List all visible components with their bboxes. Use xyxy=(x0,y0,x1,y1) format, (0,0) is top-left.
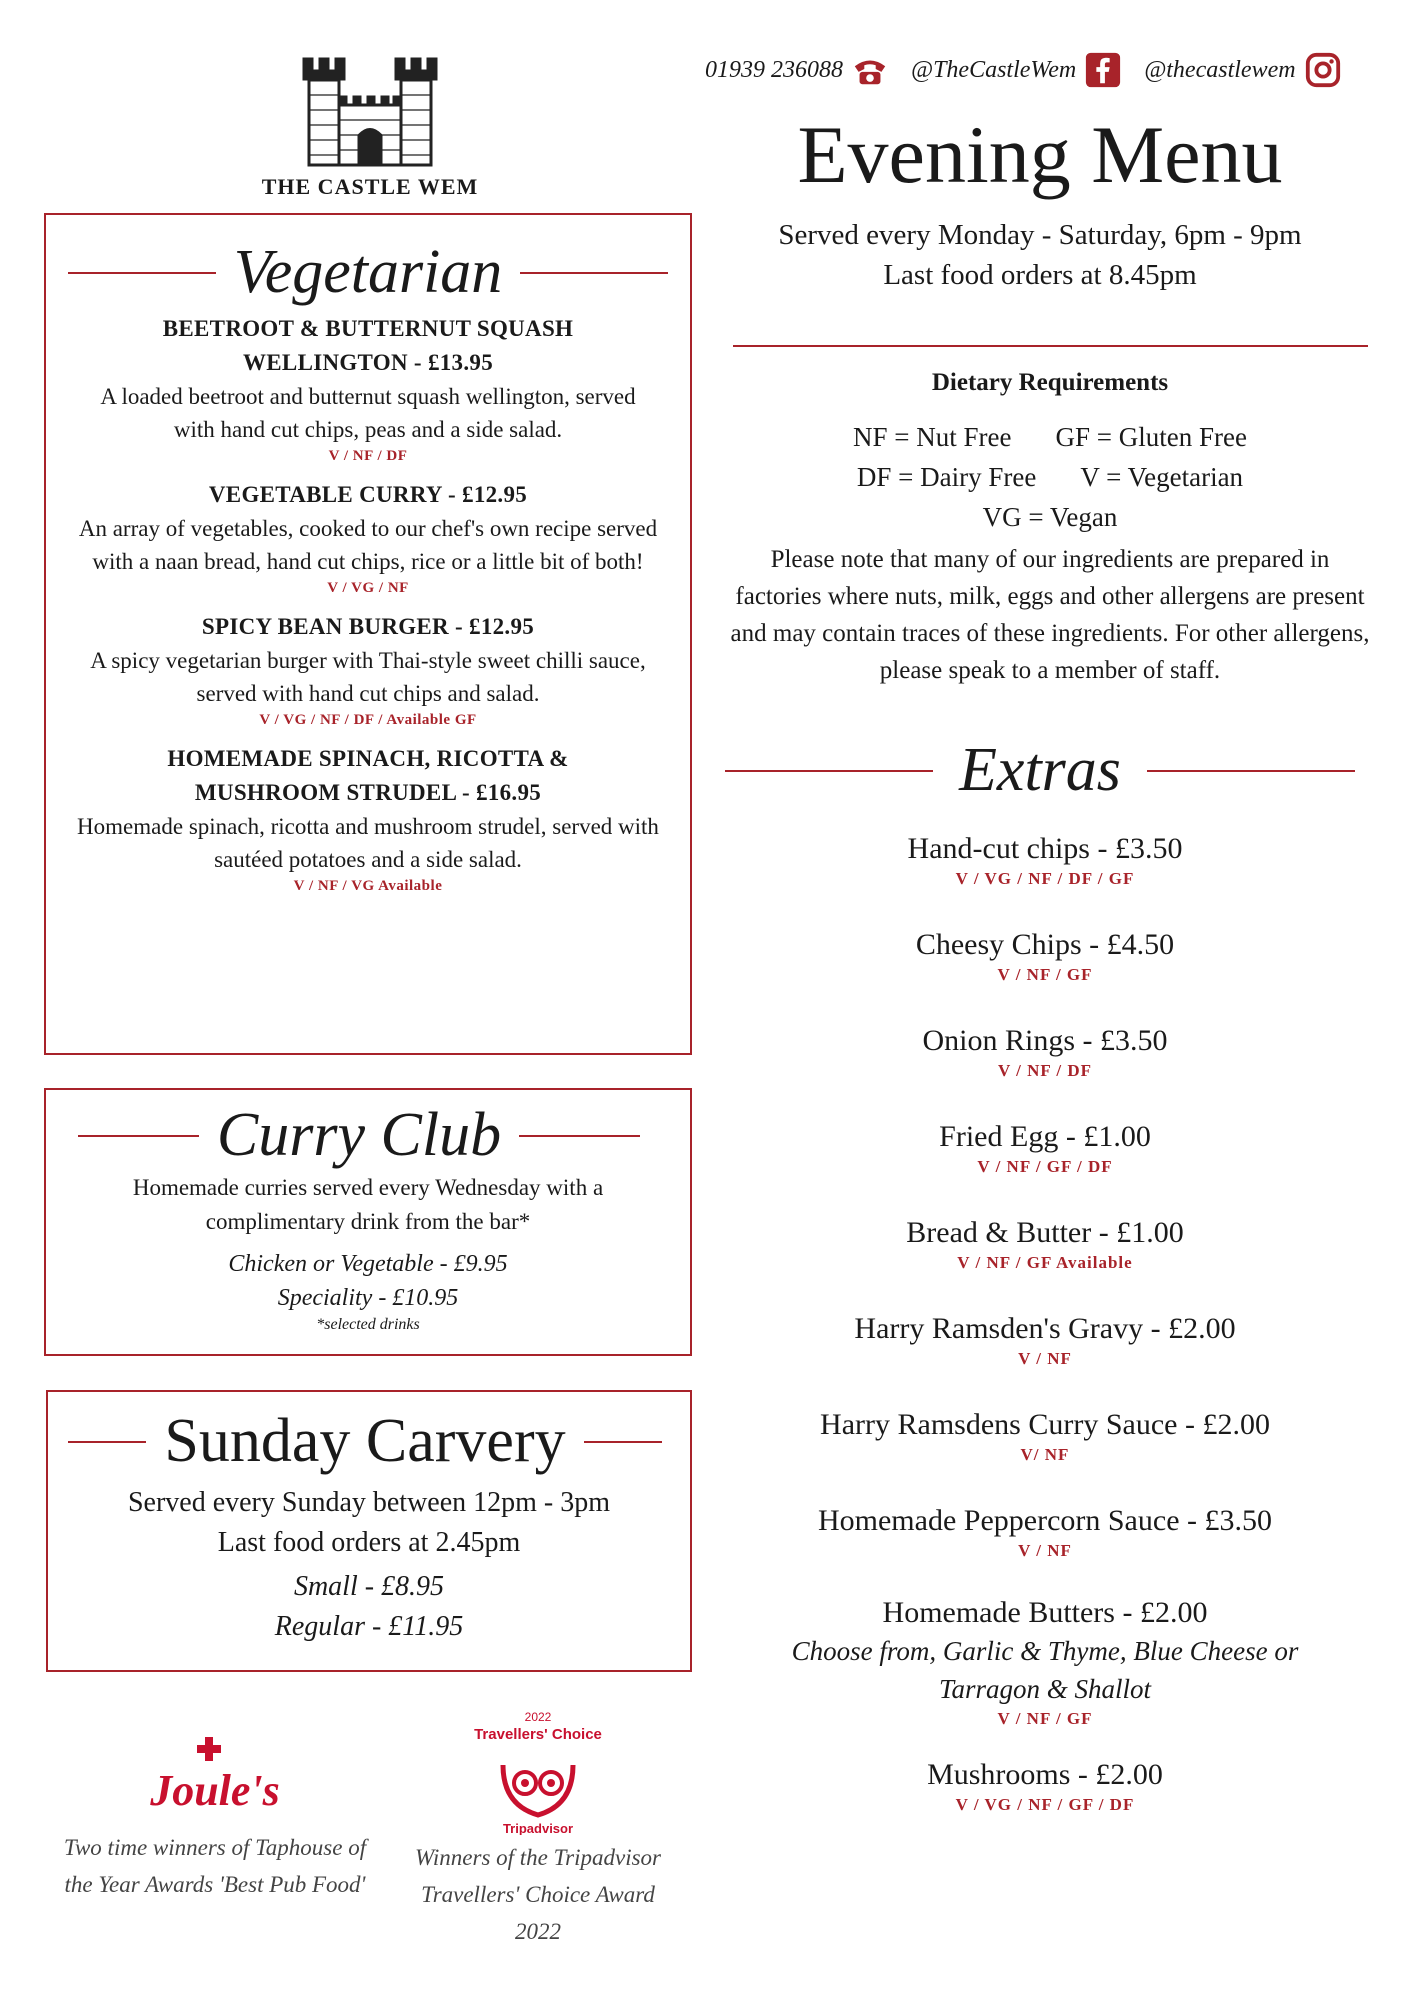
instagram-icon xyxy=(1304,51,1342,89)
extra-name: Cheesy Chips - £4.50 xyxy=(915,928,1175,961)
joules-logo-text: Joule's xyxy=(150,1766,280,1815)
contact-bar xyxy=(705,48,1385,92)
carvery-hours: Served every Sunday between 12pm - 3pm xyxy=(127,1487,611,1518)
dish-item xyxy=(64,610,672,730)
curry-club-price: Chicken or Vegetable - £9.95 xyxy=(228,1251,508,1277)
extra-description: Choose from, Garlic & Thyme, Blue Cheese or Tarragon & Shallot xyxy=(791,1636,1299,1704)
dietary-tags: V / NF / GF xyxy=(997,965,1093,984)
extra-name: Homemade Peppercorn Sauce - £3.50 xyxy=(817,1504,1272,1537)
dish-name: HOMEMADE SPINACH, RICOTTA & MUSHROOM STRUDEL - £16.95 xyxy=(167,746,569,805)
joules-caption: Two time winners of Taphouse of the Year Awards 'Best Pub Food' xyxy=(63,1835,367,1897)
code-nf: NF = Nut Free xyxy=(853,422,1012,452)
dietary-tags: V / NF / GF / DF xyxy=(977,1157,1113,1176)
extra-item xyxy=(730,926,1360,1022)
extras-header xyxy=(725,735,1355,806)
dietary-tags: V / NF xyxy=(1018,1349,1072,1368)
curry-club-section xyxy=(44,1088,692,1356)
service-hours xyxy=(730,215,1350,295)
title-rule xyxy=(1147,770,1355,772)
dietary-tags: V / VG / NF / GF / DF xyxy=(955,1795,1135,1814)
dish-description: An array of vegetables, cooked to our chef's own recipe served with a naan bread, hand cut chips, rice or a little bit of both! xyxy=(78,516,658,574)
dietary-codes xyxy=(730,497,1370,537)
tripadvisor-badge xyxy=(473,1705,603,1835)
phone-icon xyxy=(851,51,889,89)
dietary-tags: V / VG / NF / DF / Available GF xyxy=(259,712,477,728)
dietary-section xyxy=(730,365,1370,689)
dish-description: Homemade spinach, ricotta and mushroom strudel, served with sautéed potatoes and a side salad. xyxy=(77,814,659,872)
dietary-tags: V / NF / GF xyxy=(997,1709,1093,1728)
dish-item xyxy=(64,742,672,896)
dish-description: A loaded beetroot and butternut squash wellington, served with hand cut chips, peas and a side salad. xyxy=(100,384,636,442)
extra-name: Fried Egg - £1.00 xyxy=(939,1120,1151,1153)
extra-name: Homemade Butters - £2.00 xyxy=(882,1596,1208,1629)
dietary-tags: V / VG / NF xyxy=(327,580,409,596)
title-rule xyxy=(584,1441,662,1443)
carvery-last-orders: Last food orders at 2.45pm xyxy=(217,1527,521,1558)
tripadvisor-badge-text: Travellers' Choice xyxy=(474,1726,602,1743)
dish-name: BEETROOT & BUTTERNUT SQUASH WELLINGTON - £13.95 xyxy=(162,316,574,375)
phone-number: 01939 236088 xyxy=(705,56,843,83)
curry-club-title: Curry Club xyxy=(216,1101,502,1169)
extra-name: Bread & Butter - £1.00 xyxy=(906,1216,1184,1249)
extra-name: Hand-cut chips - £3.50 xyxy=(907,832,1183,865)
tripadvisor-caption: Winners of the Tripadvisor Travellers' Choice Award 2022 xyxy=(415,1845,661,1944)
dietary-tags: V / NF / DF xyxy=(328,448,408,464)
dish-description: A spicy vegetarian burger with Thai-style sweet chilli sauce, served with hand cut chips and salad. xyxy=(90,648,646,706)
dish-name: VEGETABLE CURRY - £12.95 xyxy=(208,482,528,507)
brand-name: THE CASTLE WEM xyxy=(261,174,479,199)
dietary-heading: Dietary Requirements xyxy=(931,369,1169,396)
dietary-tags: V / NF / DF xyxy=(997,1061,1093,1080)
last-orders: Last food orders at 8.45pm xyxy=(883,259,1197,291)
carvery-price-regular: Regular - £11.95 xyxy=(274,1611,464,1642)
section-divider xyxy=(733,345,1368,347)
phone-contact[interactable] xyxy=(705,51,889,89)
extra-name: Mushrooms - £2.00 xyxy=(927,1758,1163,1791)
vegetarian-title: Vegetarian xyxy=(233,238,503,306)
joules-award xyxy=(60,1735,370,1903)
sunday-carvery-section xyxy=(46,1390,692,1672)
extra-item xyxy=(730,1502,1360,1594)
extra-item xyxy=(730,1214,1360,1310)
facebook-contact[interactable] xyxy=(911,51,1122,89)
sunday-carvery-title: Sunday Carvery xyxy=(164,1407,566,1475)
title-rule xyxy=(68,272,216,274)
extra-item xyxy=(730,1022,1360,1118)
page-title: Evening Menu xyxy=(797,109,1283,200)
extra-item xyxy=(730,1756,1360,1816)
dietary-tags: V / NF xyxy=(1018,1541,1072,1560)
curry-club-description: Homemade curries served every Wednesday with a complimentary drink from the bar* xyxy=(132,1175,604,1234)
extra-name: Harry Ramsden's Gravy - £2.00 xyxy=(854,1312,1236,1345)
extras-list xyxy=(730,830,1360,1816)
dietary-codes xyxy=(730,457,1370,497)
title-rule xyxy=(519,1135,640,1137)
allergen-note: Please note that many of our ingredients are prepared in factories where nuts, milk, eggs and other allergens are present and may contain traces of these ingredients. For other allergens, please speak to a member of staff. xyxy=(730,546,1370,684)
title-rule xyxy=(78,1135,199,1137)
code-df: DF = Dairy Free xyxy=(856,462,1037,492)
curry-club-price: Speciality - £10.95 xyxy=(277,1285,459,1311)
brand-logo xyxy=(230,50,510,200)
code-v: V = Vegetarian xyxy=(1080,462,1244,492)
facebook-icon xyxy=(1084,51,1122,89)
dietary-tags: V / NF / GF Available xyxy=(957,1253,1133,1272)
joules-logo xyxy=(140,1735,290,1825)
extra-item xyxy=(730,1594,1360,1756)
code-gf: GF = Gluten Free xyxy=(1055,422,1247,452)
dietary-tags: V / VG / NF / DF / GF xyxy=(955,869,1135,888)
tripadvisor-award xyxy=(388,1705,688,1950)
title-rule xyxy=(520,272,668,274)
extra-item xyxy=(730,830,1360,926)
facebook-handle: @TheCastleWem xyxy=(911,56,1077,83)
instagram-contact[interactable] xyxy=(1144,51,1341,89)
extra-item xyxy=(730,1310,1360,1406)
tripadvisor-brand: Tripadvisor xyxy=(502,1821,574,1835)
curry-club-footnote: *selected drinks xyxy=(316,1316,420,1333)
code-vg: VG = Vegan xyxy=(982,502,1118,532)
dietary-codes xyxy=(730,417,1370,457)
dish-item xyxy=(64,312,672,466)
vegetarian-section xyxy=(44,213,692,1055)
castle-icon xyxy=(295,50,445,170)
extra-name: Onion Rings - £3.50 xyxy=(922,1024,1168,1057)
dish-name: SPICY BEAN BURGER - £12.95 xyxy=(201,614,535,639)
dietary-tags: V/ NF xyxy=(1020,1445,1070,1464)
title-rule xyxy=(725,770,933,772)
instagram-handle: @thecastlewem xyxy=(1144,56,1296,83)
tripadvisor-year: 2022 xyxy=(524,1710,552,1724)
carvery-price-small: Small - £8.95 xyxy=(293,1571,445,1602)
extra-name: Harry Ramsdens Curry Sauce - £2.00 xyxy=(820,1408,1270,1441)
extras-title: Extras xyxy=(959,736,1121,804)
extra-item xyxy=(730,1406,1360,1502)
extra-item xyxy=(730,1118,1360,1214)
service-days: Served every Monday - Saturday, 6pm - 9pm xyxy=(778,219,1302,251)
title-rule xyxy=(68,1441,146,1443)
dish-item xyxy=(64,478,672,598)
dietary-tags: V / NF / VG Available xyxy=(293,878,443,894)
